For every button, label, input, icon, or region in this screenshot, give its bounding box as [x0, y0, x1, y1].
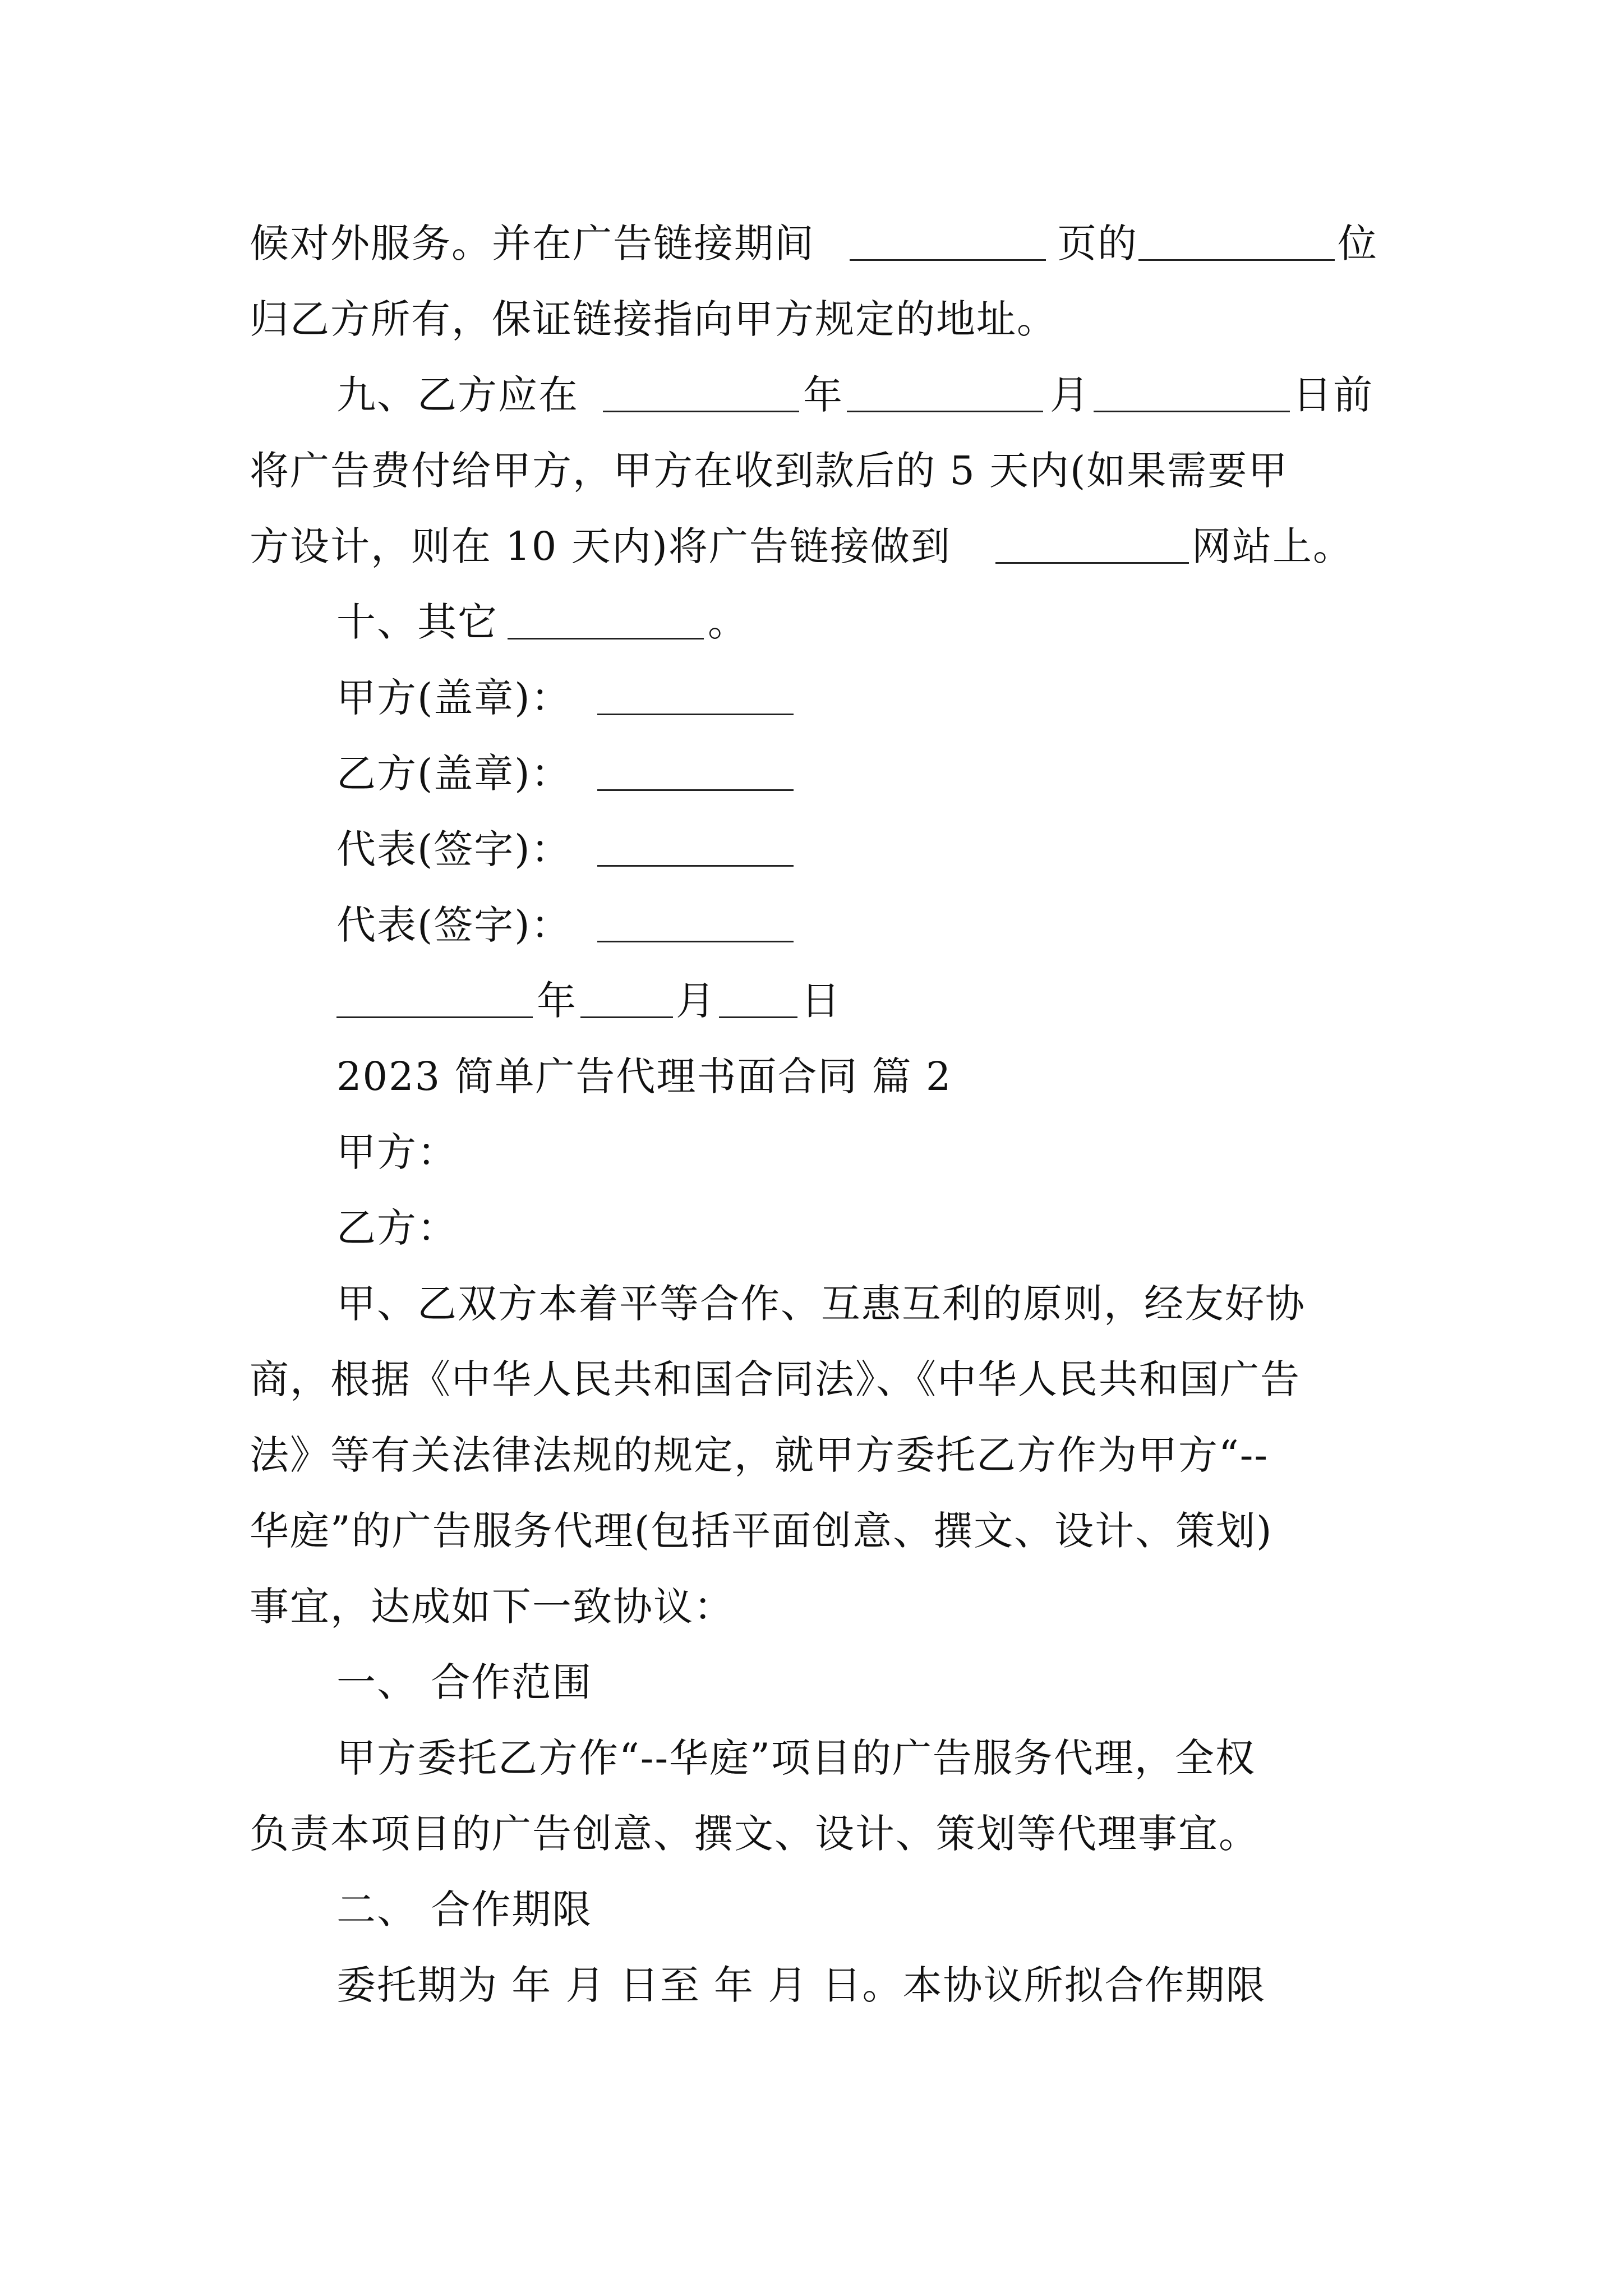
text-segment: 事宜，达成如下一致协议：: [250, 1584, 734, 1630]
blank-underline: [597, 865, 794, 867]
text-segment: 月: [1050, 372, 1090, 418]
text-segment: 年: [537, 978, 577, 1024]
text-segment: 日: [801, 978, 841, 1024]
text-segment: 月: [676, 978, 716, 1024]
blank-underline: [1138, 259, 1335, 261]
text-segment: 委托期为 年 月 日至 年 月 日。本协议所拟合作期限: [336, 1962, 1266, 2008]
text-line: [0, 1947, 1623, 2023]
text-segment: 负责本项目的广告创意、撰文、设计、策划等代理事宜。: [250, 1811, 1259, 1857]
text-segment: 九、乙方应在: [336, 372, 579, 418]
text-segment: 方设计，则在 10 天内)将广告链接做到: [250, 523, 951, 569]
text-line: [0, 1493, 1623, 1569]
text-segment: 商，根据《中华人民共和国合同法》、《中华人民共和国广告: [250, 1356, 1301, 1402]
blank-underline: [597, 789, 794, 791]
signature-line: [0, 887, 1623, 963]
signature-line: [0, 660, 1623, 736]
date-line: [0, 963, 1623, 1039]
signature-line: [0, 811, 1623, 887]
text-segment: 华庭”的广告服务代理(包括平面创意、撰文、设计、策划): [250, 1508, 1273, 1554]
text-segment: 法》等有关法律法规的规定，就甲方委托乙方作为甲方“--: [250, 1432, 1269, 1478]
text-segment: 网站上。: [1192, 523, 1353, 569]
blank-underline: [603, 411, 799, 412]
text-line: [0, 1568, 1623, 1645]
party-b-label: 乙方：: [336, 1205, 458, 1251]
text-line: [0, 1114, 1623, 1190]
blank-underline: [847, 411, 1043, 412]
blank-underline: [597, 941, 794, 942]
text-segment: 十、其它: [336, 599, 498, 645]
text-segment: 将广告费付给甲方，甲方在收到款后的 5 天内(如果需要甲: [250, 448, 1289, 494]
text-segment: 位: [1338, 220, 1378, 266]
representative-signature-label: 代表(签字)：: [336, 826, 571, 872]
blank-underline: [580, 1016, 673, 1018]
party-a-label: 甲方：: [336, 1129, 458, 1175]
text-line: [0, 1720, 1623, 1796]
blank-underline: [995, 562, 1189, 564]
party-b-seal-label: 乙方(盖章)：: [336, 751, 571, 797]
representative-signature-label: 代表(签字)：: [336, 902, 571, 948]
text-line: [0, 508, 1623, 585]
blank-underline: [597, 714, 794, 715]
text-line: [0, 281, 1623, 357]
text-segment: 甲方委托乙方作“--华庭”项目的广告服务代理，全权: [336, 1735, 1256, 1781]
cooperation-scope-heading: 一、 合作范围: [336, 1659, 593, 1705]
text-segment: 日前: [1293, 372, 1373, 418]
blank-underline: [336, 1016, 533, 1018]
party-a-seal-label: 甲方(盖章)：: [336, 675, 571, 721]
text-segment: 页的: [1057, 220, 1138, 266]
cooperation-period-heading: 二、 合作期限: [336, 1887, 593, 1932]
signature-line: [0, 735, 1623, 812]
text-line: [0, 1796, 1623, 1872]
text-line: [0, 1417, 1623, 1493]
section-heading: [0, 1871, 1623, 1948]
blank-underline: [1094, 411, 1290, 412]
text-segment: 甲、乙双方本着平等合作、互惠互利的原则，经友好协: [336, 1281, 1306, 1327]
text-line: [0, 432, 1623, 509]
text-segment: 年: [803, 372, 843, 418]
text-segment: 。: [708, 599, 748, 645]
text-line: [0, 1266, 1623, 1342]
text-line: [0, 584, 1623, 660]
contract-title: 2023 简单广告代理书面合同 篇 2: [336, 1053, 952, 1099]
section-heading: [0, 1644, 1623, 1720]
text-line: [0, 1341, 1623, 1418]
blank-underline: [719, 1016, 797, 1018]
text-line: [0, 1190, 1623, 1266]
section-title: [0, 1038, 1623, 1115]
text-line: [0, 357, 1623, 433]
text-line: [0, 205, 1623, 282]
blank-underline: [508, 638, 704, 639]
blank-underline: [850, 259, 1046, 261]
text-segment: 候对外服务。并在广告链接期间: [250, 220, 815, 266]
text-segment: 归乙方所有，保证链接指向甲方规定的地址。: [250, 296, 1057, 342]
